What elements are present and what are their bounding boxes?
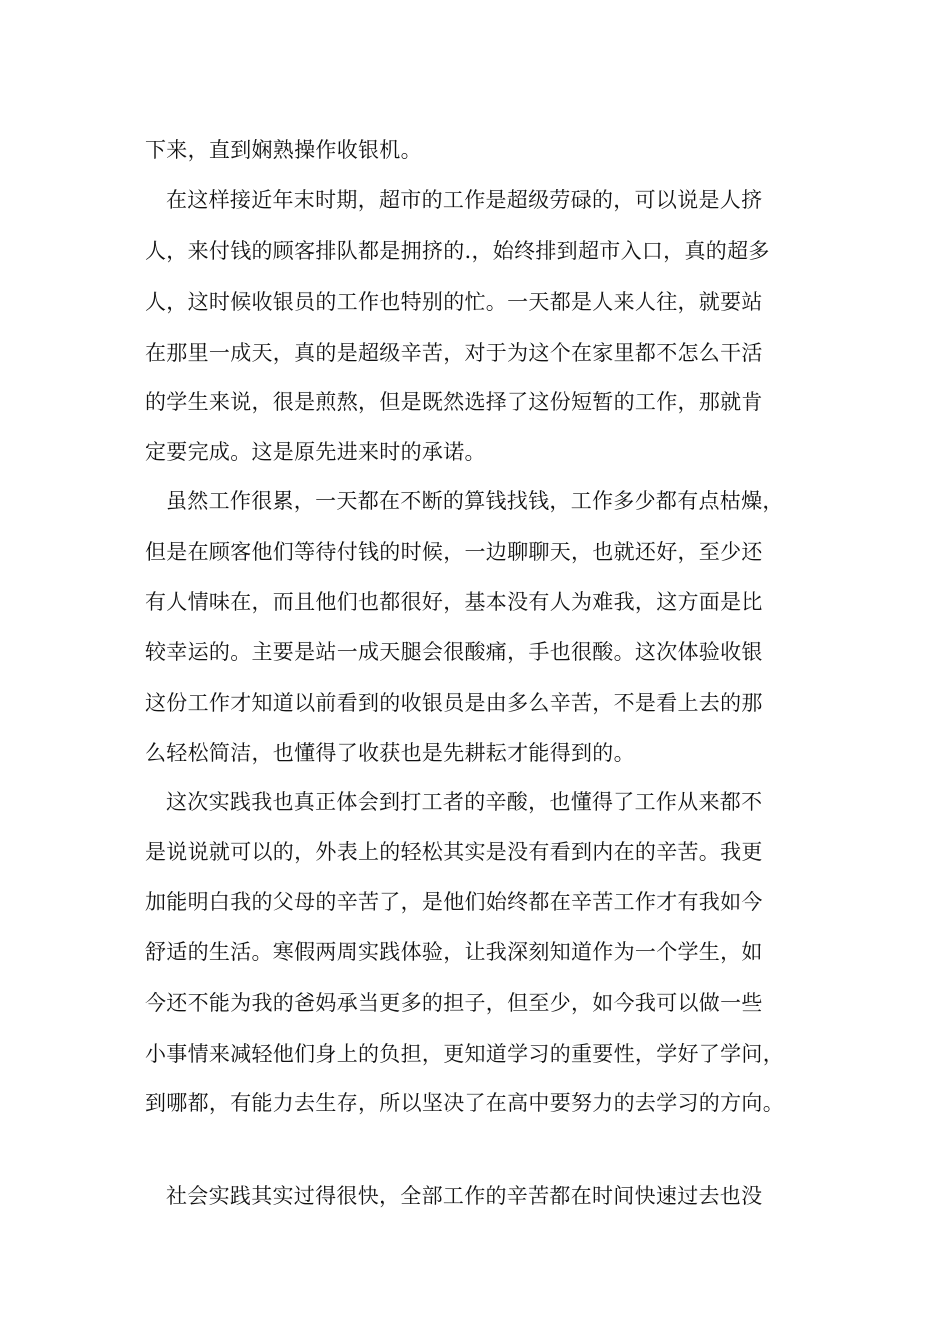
paragraph-4-line-5: 今还不能为我的爸妈承当更多的担子，但至少，如今我可以做一些 — [145, 991, 763, 1015]
paragraph-1-line-1: 下来，直到娴熟操作收银机。 — [145, 138, 422, 162]
paragraph-2-line-1: 在这样接近年末时期，超市的工作是超级劳碌的，可以说是人挤 — [166, 188, 763, 212]
paragraph-4-line-7: 到哪都，有能力去生存，所以坚决了在高中要努力的去学习的方向。 — [145, 1091, 784, 1115]
paragraph-3-line-4: 较幸运的。主要是站一成天腿会很酸痛，手也很酸。这次体验收银 — [145, 640, 763, 664]
paragraph-2-line-5: 的学生来说，很是煎熬，但是既然选择了这份短暂的工作，那就肯 — [145, 390, 763, 414]
paragraph-3-line-3: 有人情味在，而且他们也都很好，基本没有人为难我，这方面是比 — [145, 590, 763, 614]
paragraph-4-line-2: 是说说就可以的，外表上的轻松其实是没有看到内在的辛苦。我更 — [145, 840, 763, 864]
paragraph-2-line-4: 在那里一成天，真的是超级辛苦，对于为这个在家里都不怎么干活 — [145, 341, 763, 365]
paragraph-2-line-6: 定要完成。这是原先进来时的承诺。 — [145, 440, 486, 464]
paragraph-3-line-5: 这份工作才知道以前看到的收银员是由多么辛苦，不是看上去的那 — [145, 691, 763, 715]
paragraph-5-line-1: 社会实践其实过得很快，全部工作的辛苦都在时间快速过去也没 — [166, 1184, 763, 1208]
paragraph-3-line-6: 么轻松简洁，也懂得了收获也是先耕耘才能得到的。 — [145, 741, 635, 765]
paragraph-4-line-6: 小事情来减轻他们身上的负担，更知道学习的重要性，学好了学问， — [145, 1042, 784, 1066]
paragraph-3-line-1: 虽然工作很累，一天都在不断的算钱找钱，工作多少都有点枯燥， — [166, 489, 784, 513]
paragraph-2-line-3: 人，这时候收银员的工作也特别的忙。一天都是人来人往，就要站 — [145, 290, 763, 314]
paragraph-3-line-2: 但是在顾客他们等待付钱的时候，一边聊聊天，也就还好，至少还 — [145, 540, 763, 564]
paragraph-4-line-1: 这次实践我也真正体会到打工者的辛酸，也懂得了工作从来都不 — [166, 790, 763, 814]
paragraph-2-line-2: 人，来付钱的顾客排队都是拥挤的.，始终排到超市入口，真的超多 — [145, 239, 770, 263]
paragraph-4-line-3: 加能明白我的父母的辛苦了，是他们始终都在辛苦工作才有我如今 — [145, 890, 763, 914]
paragraph-4-line-4: 舒适的生活。寒假两周实践体验，让我深刻知道作为一个学生，如 — [145, 940, 763, 964]
